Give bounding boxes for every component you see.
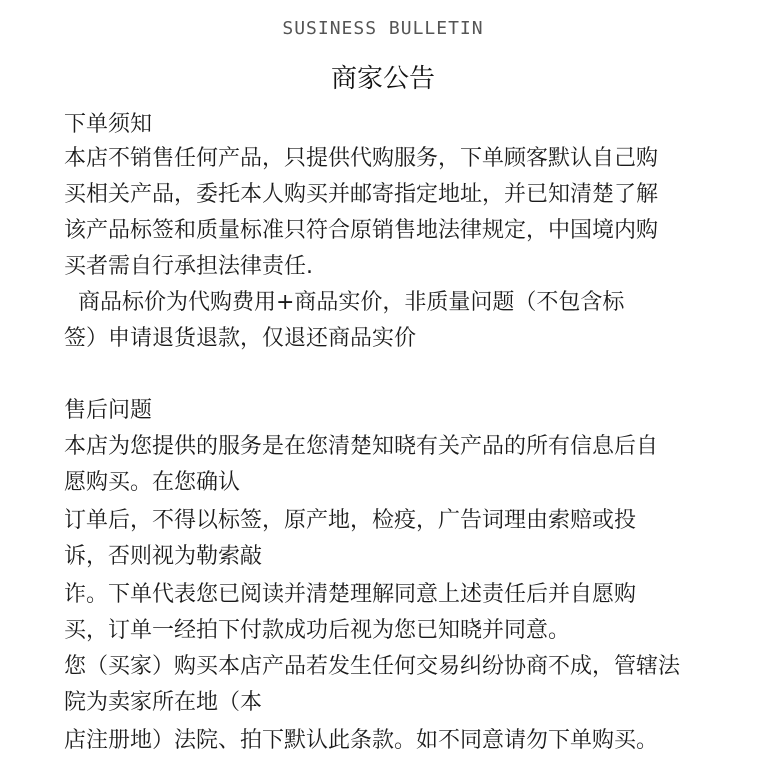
order-notice-line: 本店不销售任何产品，只提供代购服务，下单顾客默认自己购 [64, 146, 659, 171]
after-sales-line: 院为卖家所在地（本 [64, 690, 263, 715]
section-heading-order-notice: 下单须知 [64, 112, 153, 137]
page-title: 商家公告 [330, 64, 435, 94]
order-notice-line: 签）申请退货退款，仅退还商品实价 [64, 326, 417, 351]
after-sales-line: 订单后，不得以标签，原产地，检疫，广告词理由索赔或投 [64, 508, 637, 533]
after-sales-line: 店注册地）法院、拍下默认此条款。如不同意请勿下单购买。 [64, 728, 659, 753]
after-sales-line: 愿购买。在您确认 [64, 470, 241, 495]
order-notice-line: 该产品标签和质量标准只符合原销售地法律规定，中国境内购 [64, 218, 659, 243]
section-heading-after-sales: 售后问题 [64, 398, 153, 423]
bulletin-subtitle: SUSINESS BULLETIN [282, 18, 484, 39]
after-sales-line: 买，订单一经拍下付款成功后视为您已知晓并同意。 [64, 618, 571, 643]
order-notice-line: 买者需自行承担法律责任. [64, 254, 313, 279]
after-sales-line: 诈。下单代表您已阅读并清楚理解同意上述责任后并自愿购 [64, 582, 637, 607]
after-sales-line: 本店为您提供的服务是在您清楚知晓有关产品的所有信息后自 [64, 434, 659, 459]
after-sales-line: 诉，否则视为勒索敲 [64, 544, 263, 569]
order-notice-line: 商品标价为代购费用+商品实价，非质量问题（不包含标 [64, 290, 625, 315]
order-notice-line: 买相关产品，委托本人购买并邮寄指定地址，并已知清楚了解 [64, 182, 659, 207]
after-sales-line: 您（买家）购买本店产品若发生任何交易纠纷协商不成，管辖法 [64, 654, 681, 679]
